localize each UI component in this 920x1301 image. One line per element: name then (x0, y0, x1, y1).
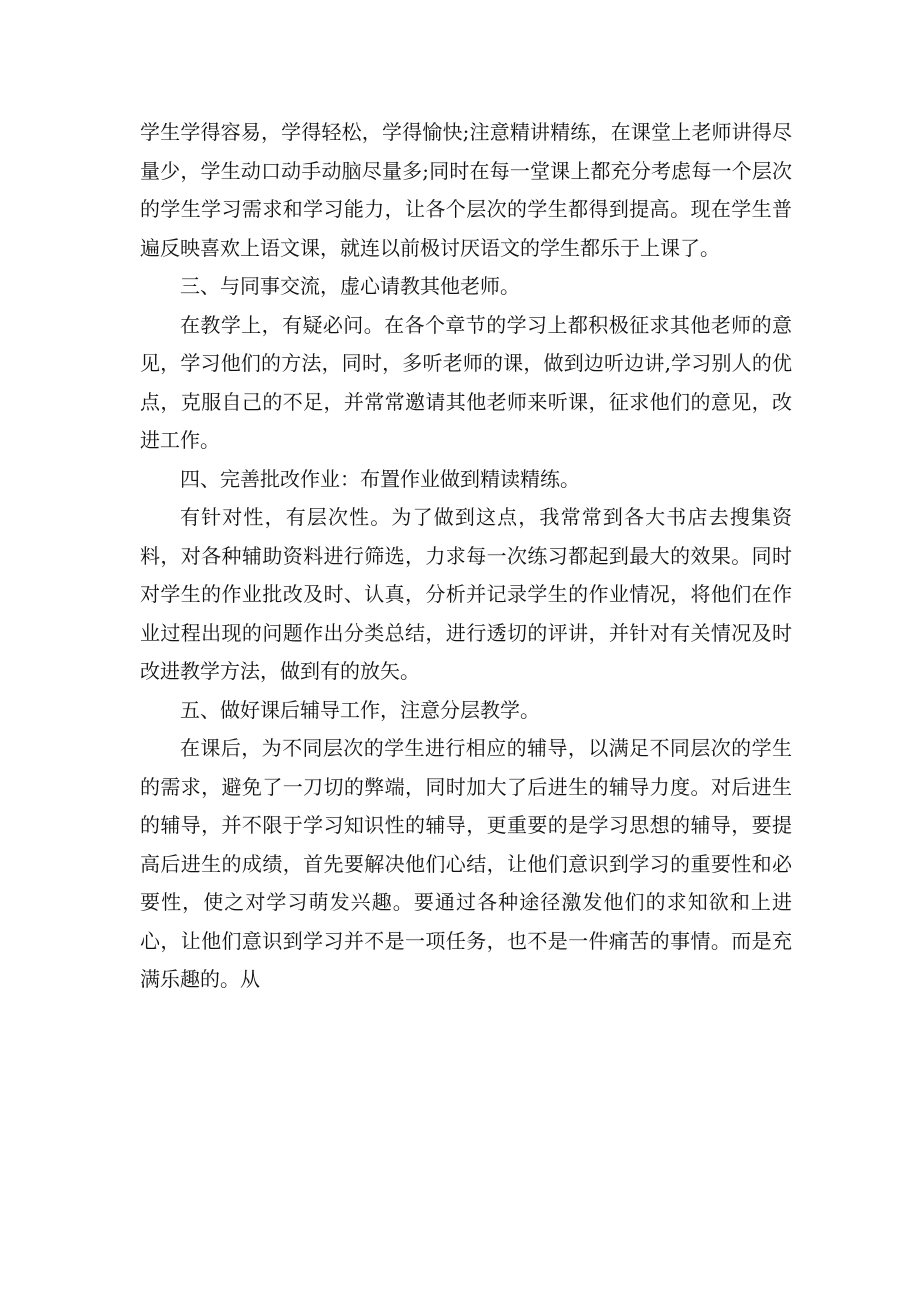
paragraph-continued: 学生学得容易，学得轻松，学得愉快;注意精讲精练，在课堂上老师讲得尽量少，学生动口动手动脑尽量多;同时在每一堂课上都充分考虑每一个层次的学生学习需求和学习能力，让各个层次的学生都得到提高。现在学生普遍反映喜欢上语文课，就连以前极讨厌语文的学生都乐于上课了。 (140, 120, 792, 260)
document-body (140, 113, 792, 999)
section-heading-4: 四、完善批改作业：布置作业做到精读精练。 (180, 466, 580, 491)
section-heading-5: 五、做好课后辅导工作，注意分层教学。 (180, 697, 540, 722)
paragraph: 有针对性，有层次性。为了做到这点，我常常到各大书店去搜集资料，对各种辅助资料进行筛选，力求每一次练习都起到最大的效果。同时对学生的作业批改及时、认真，分析并记录学生的作业情况，将他们在作业过程出现的问题作出分类总结，进行透切的评讲，并针对有关情况及时改进教学方法，做到有的放矢。 (140, 505, 792, 683)
section-heading-3: 三、与同事交流，虚心请教其他老师。 (180, 274, 520, 298)
paragraph: 在课后，为不同层次的学生进行相应的辅导，以满足不同层次的学生的需求，避免了一刀切的弊端，同时加大了后进生的辅导力度。对后进生的辅导，并不限于学习知识性的辅导，更重要的是学习思想的辅导，要提高后进生的成绩，首先要解决他们心结，让他们意识到学习的重要性和必要性，使之对学习萌发兴趣。要通过各种途径激发他们的求知欲和上进心，让他们意识到学习并不是一项任务，也不是一件痛苦的事情。而是充满乐趣的。从 (140, 736, 792, 991)
paragraph: 在教学上，有疑必问。在各个章节的学习上都积极征求其他老师的意见，学习他们的方法，同时，多听老师的课，做到边听边讲,学习别人的优点，克服自己的不足，并常常邀请其他老师来听课，征求他们的意见，改进工作。 (140, 312, 792, 452)
